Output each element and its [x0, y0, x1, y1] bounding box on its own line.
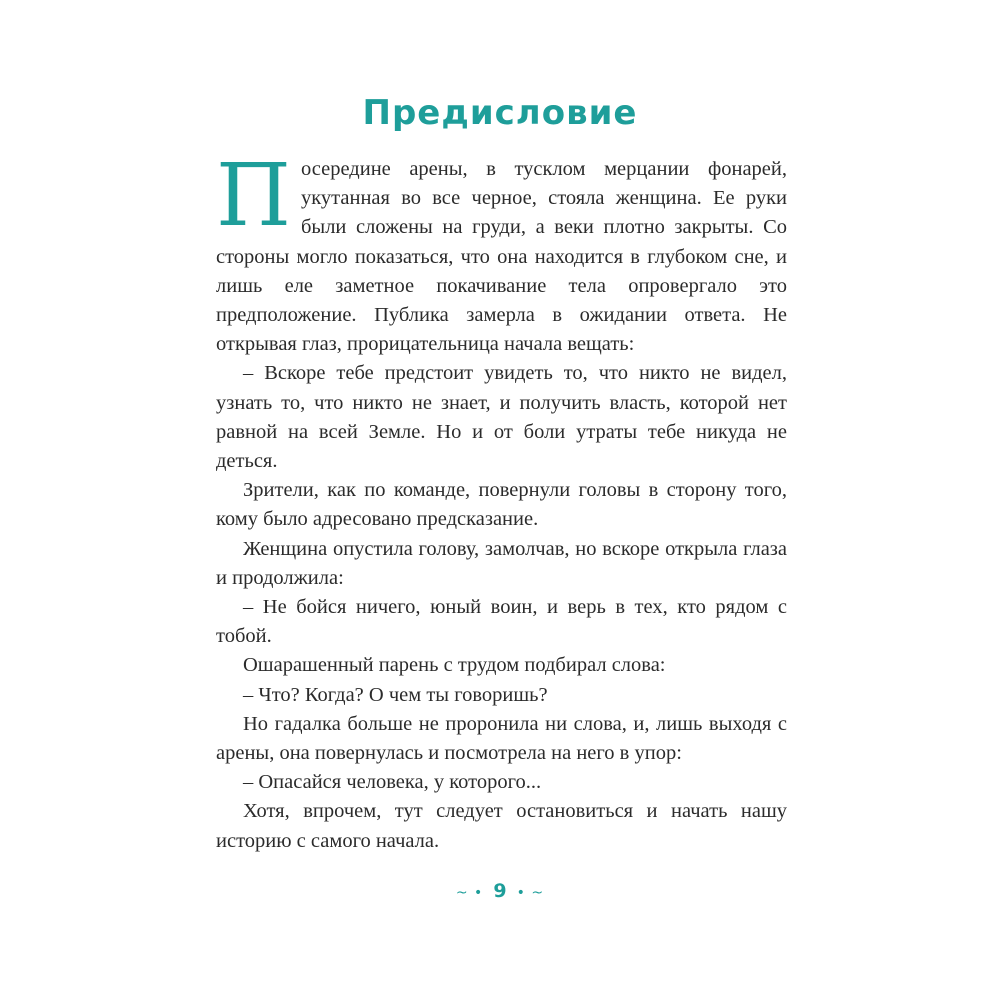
paragraph-1-text: осередине арены, в тусклом мерцании фонарей, укутанная во все черное, стояла женщина. Ее руки были сложены на груди, а веки плотно закрыты. Со стороны могло показаться, что она находится в глубоком сне, и лишь еле заметное покачивание тела опровергало это предположение. Публика замерла в ожидании ответа. Не открывая глаз, прорицательница начала вещать:: [216, 158, 787, 356]
paragraph-5: – Не бойся ничего, юный воин, и верь в тех, кто рядом с тобой.: [216, 596, 787, 648]
ornament-left: ~ •: [455, 885, 484, 901]
chapter-title: Предисловие: [362, 93, 638, 133]
paragraph-8: Но гадалка больше не проронила ни слова, и, лишь выходя с арены, она повернулась и посмотрела на него в упор:: [216, 712, 787, 765]
paragraph-7: – Что? Когда? О чем ты говоришь?: [243, 683, 548, 706]
paragraph-2: – Вскоре тебе предстоит увидеть то, что никто не видел, узнать то, что никто не знает, и получить власть, которой нет равной на всей Земле. Но и от боли утраты тебе никуда не деться.: [216, 362, 787, 473]
drop-cap: П: [216, 146, 291, 246]
body-text: [216, 146, 787, 856]
paragraph-6: Ошарашенный парень с трудом подбирал слова:: [243, 654, 666, 677]
paragraph-9: – Опасайся человека, у которого...: [243, 771, 542, 794]
ornament-right: • ~: [516, 885, 545, 901]
page-number-footer: [0, 880, 1000, 902]
page-number: 9: [493, 880, 507, 902]
paragraph-1: [216, 146, 787, 359]
paragraph-10: Хотя, впрочем, тут следует остановиться и начать нашу историю с самого начала.: [216, 800, 787, 852]
paragraph-4: Женщина опустила голову, замолчав, но вскоре открыла глаза и продолжила:: [216, 537, 787, 589]
paragraph-3: Зрители, как по команде, повернули головы в сторону того, кому было адресовано предсказание.: [216, 479, 787, 531]
